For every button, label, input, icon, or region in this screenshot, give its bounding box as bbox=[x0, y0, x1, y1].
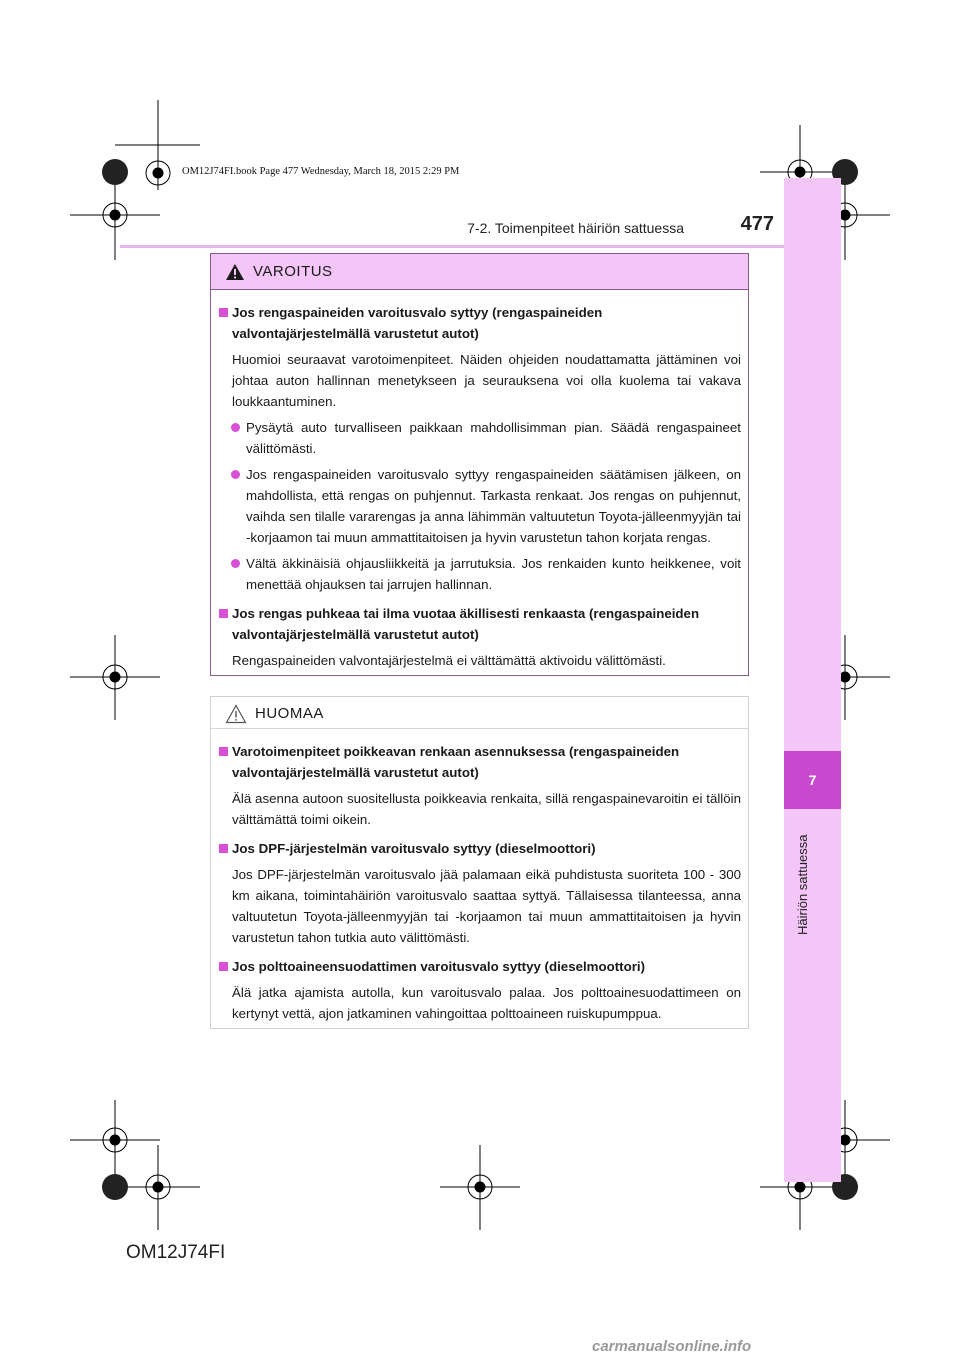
square-bullet-icon bbox=[219, 747, 228, 756]
notice-item bbox=[217, 741, 741, 830]
warning-bullet bbox=[231, 553, 741, 595]
warning-bullet-text: Vältä äkkinäisiä ohjausliikkeitä ja jarrutuksia. Jos renkaiden kunto heikkenee, voit menettää ohjauksen tai jarrujen hallinnan. bbox=[246, 556, 741, 592]
notice-item-text: Jos DPF-järjestelmän varoitusvalo jää palamaan eikä puhdistusta suoriteta 100 - 300 km aikana, toimintahäiriön varoitusvalo saattaa syttyä. Tällaisessa tilanteessa, anna valtuutetun Toyota-jälleenmyyjän tai -korjaamon tai muun ammattitaitoisen ja hyvin varustetun tahon tutkia auto välittömästi. bbox=[232, 867, 741, 945]
notice-item-text: Älä asenna autoon suositellusta poikkeavia renkaita, sillä rengaspainevaroitin ei tällöin välttämättä toimi oikein. bbox=[232, 791, 741, 827]
notice-item-heading: Jos DPF-järjestelmän varoitusvalo syttyy (dieselmoottori) bbox=[232, 841, 596, 856]
warning-item-heading: Jos rengas puhkeaa tai ilma vuotaa äkillisesti renkaasta (rengaspaineiden valvontajärjestelmällä varustetut autot) bbox=[232, 606, 700, 642]
warning-triangle-icon bbox=[225, 263, 245, 281]
warning-bullet bbox=[231, 464, 741, 548]
dot-bullet-icon bbox=[231, 423, 240, 432]
warning-item-text: Huomioi seuraavat varotoimenpiteet. Näiden ohjeiden noudattamatta jättäminen voi johtaa auton hallinnan menetykseen ja seurauksena voi olla kuolema tai vakava loukkaantuminen. bbox=[232, 352, 741, 409]
warning-header bbox=[211, 254, 748, 290]
notice-item bbox=[217, 956, 741, 1024]
notice-item bbox=[217, 838, 741, 948]
warning-bullet-text: Pysäytä auto turvalliseen paikkaan mahdollisimman pian. Säädä rengaspaineet välittömästi. bbox=[246, 420, 741, 456]
file-meta: OM12J74FI.book Page 477 Wednesday, March 18, 2015 2:29 PM bbox=[182, 166, 460, 177]
watermark: carmanualsonline.info bbox=[592, 1338, 752, 1355]
section-title: 7-2. Toimenpiteet häiriön sattuessa bbox=[467, 220, 684, 236]
warning-item-text: Rengaspaineiden valvontajärjestelmä ei välttämättä aktivoidu välittömästi. bbox=[232, 653, 666, 668]
notice-box bbox=[210, 696, 749, 1029]
notice-item-heading: Jos polttoaineensuodattimen varoitusvalo syttyy (dieselmoottori) bbox=[232, 959, 646, 974]
warning-bullet-text: Jos rengaspaineiden varoitusvalo syttyy rengaspaineiden säätämisen jälkeen, on mahdollista, että rengas on puhjennut. Tarkasta renkaat. Jos rengas on puhjennut, vaihda sen tilalle vararengas ja anna lähimmän valtuutetun Toyota-jälleenmyyjän tai -korjaamon tai muun ammattitaitoisen ja hyvin varustetun tahon korjata rengas. bbox=[246, 467, 741, 545]
notice-item-heading: Varotoimenpiteet poikkeavan renkaan asennuksessa (rengaspaineiden valvontajärjestelmällä varustetut autot) bbox=[232, 744, 680, 780]
warning-bullet bbox=[231, 417, 741, 459]
square-bullet-icon bbox=[219, 308, 228, 317]
header-rule bbox=[120, 245, 784, 248]
square-bullet-icon bbox=[219, 844, 228, 853]
notice-item-text: Älä jatka ajamista autolla, kun varoitusvalo palaa. Jos polttoainesuodattimeen on kertynyt vettä, ajon jatkaminen vahingoittaa polttoaineen ruiskupumppua. bbox=[232, 985, 741, 1021]
warning-title: VAROITUS bbox=[253, 263, 333, 280]
chapter-label: Häiriön sattuessa bbox=[795, 834, 810, 935]
square-bullet-icon bbox=[219, 962, 228, 971]
warning-box bbox=[210, 253, 749, 676]
side-tab bbox=[784, 178, 841, 1182]
caution-triangle-icon bbox=[225, 704, 247, 724]
warning-item bbox=[217, 302, 741, 595]
warning-item bbox=[217, 603, 741, 671]
footer-code: OM12J74FI bbox=[126, 1242, 226, 1263]
page-number: 477 bbox=[740, 213, 774, 235]
notice-title: HUOMAA bbox=[255, 705, 324, 722]
square-bullet-icon bbox=[219, 609, 228, 618]
chapter-number: 7 bbox=[784, 751, 841, 809]
warning-item-heading: Jos rengaspaineiden varoitusvalo syttyy (rengaspaineiden valvontajärjestelmällä varustetut autot) bbox=[232, 305, 603, 341]
dot-bullet-icon bbox=[231, 470, 240, 479]
dot-bullet-icon bbox=[231, 559, 240, 568]
notice-header bbox=[211, 697, 748, 729]
